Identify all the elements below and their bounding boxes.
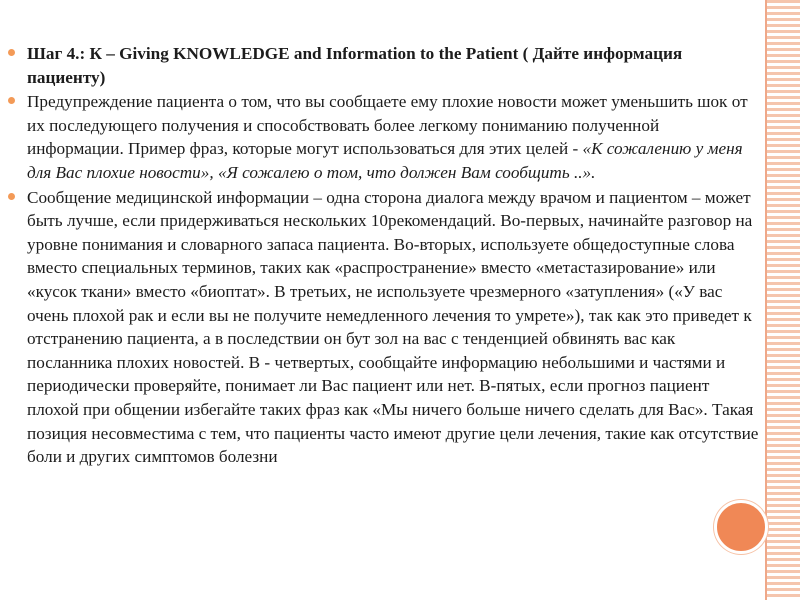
bullet-item-recommendations xyxy=(8,186,760,469)
warning-text: Предупреждение пациента о том, что вы сообщаете ему плохие новости может уменьшить шок от их последующего получения и способствовать более легкому пониманию полученной информации. Пример фраз, которые могут использоваться для этих целей - xyxy=(27,92,748,159)
bullet-dot-icon xyxy=(8,193,15,200)
recommendations-text: Сообщение медицинской информации – одна сторона диалога между врачом и пациентом – может быть лучше, если придерживаться нескольких 10рекомендаций. Во-первых, начинайте разговор на уровне понимания и словарного запаса пациента. Во-вторых, используете общедоступные слова вместо специальных терминов, таких как «распространение» вместо «метастазирование» или «кусок ткани» вместо «биоптат». В третьих, не используете чрезмерного «затупления» («У вас очень плохой рак и если вы не получите немедленного лечения то умрете»), так как это приведет к отстранению пациента, а в последствии он бут зол на вас с тенденцией обвинять вас как посланника плохих новостей. В - четвертых, сообщайте информацию небольшими и частями и периодически проверяйте, понимает ли Вас пациент или нет. В-пятых, если прогноз пациент плохой при общении избегайте таких фраз как «Мы ничего больше ничего сделать для Вас». Такая позиция несовместима с тем, что пациенты часто имеют другие цели лечения, такие как отсутствие боли и других симптомов болезни xyxy=(27,187,759,467)
bullet-item-step-heading xyxy=(8,42,760,89)
example-phrases-text: «К сожалению у меня для Вас плохие новости», «Я сожалею о том, что должен Вам сообщить ..». xyxy=(27,139,743,182)
bullet-item-warning xyxy=(8,90,760,184)
slide-body xyxy=(8,42,760,470)
bullet-dot-icon xyxy=(8,49,15,56)
decorative-orange-circle xyxy=(714,500,768,554)
decorative-striped-border xyxy=(767,0,800,600)
step-heading-text: Шаг 4.: К – Giving KNOWLEDGE and Information to the Patient ( Дайте информация пациенту) xyxy=(27,44,683,87)
bullet-dot-icon xyxy=(8,97,15,104)
